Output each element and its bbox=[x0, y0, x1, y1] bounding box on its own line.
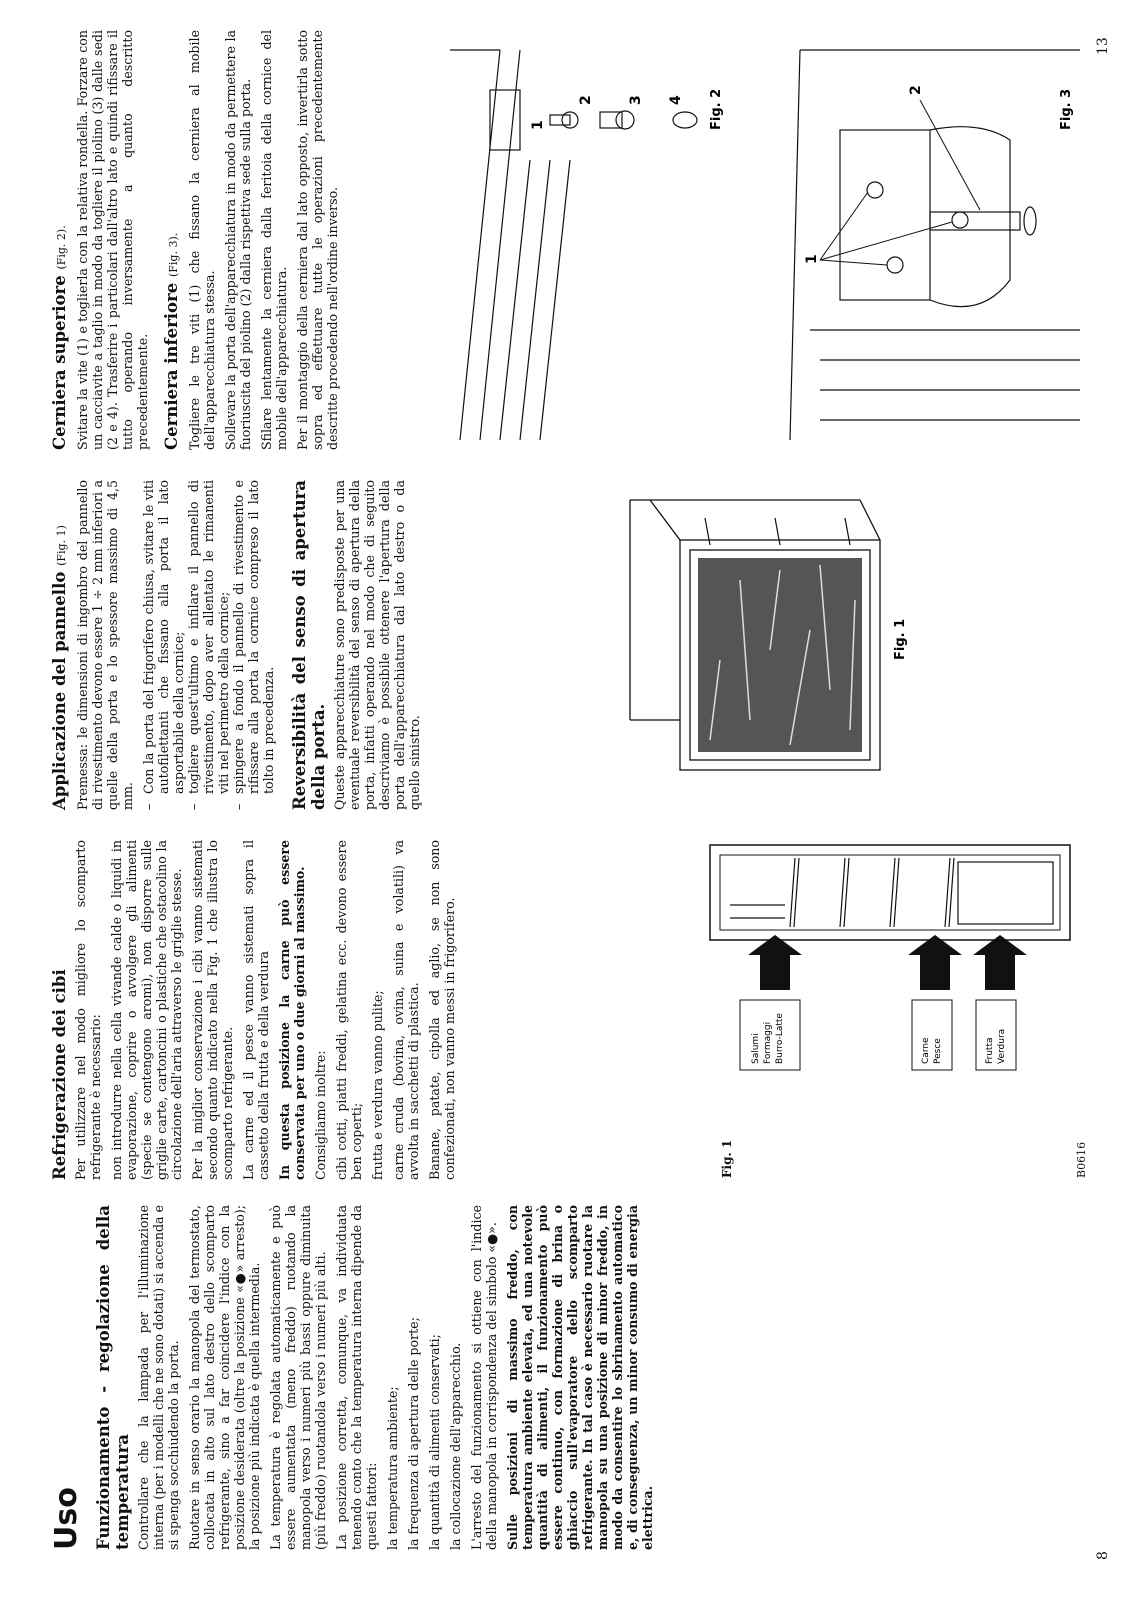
heading-refrigerazione: Refrigerazione dei cibi bbox=[50, 969, 69, 1180]
column-uso bbox=[50, 1205, 661, 1550]
list-item: – Con la porta del frigorifero chiusa, svitare le viti autofilettanti che fissano alla porta il lato asportabile della cornice; bbox=[141, 480, 186, 810]
warning-paragraph: Sulle posizioni di massimo freddo, con temperatura ambiente elevata, ed una notevole quantità di alimenti, il funzionamento può essere continuo, con formazione di brina o ghiaccio sull'evaporatore dello scomparto refrigerante. In tal caso è necessario ruotare la manopola su una posizione di minor freddo, in modo da consentire lo sbrinamento automatico e, di conseguenza, un minor consumo di energia elettrica. bbox=[505, 1205, 655, 1550]
fig2-upper-hinge-illustration bbox=[440, 30, 730, 450]
fig1-left-code: B0616 bbox=[1075, 1141, 1088, 1178]
paragraph: Sfilare lentamente la cerniera dalla feritoia della cornice del mobile dell'apparecchiatura. bbox=[259, 30, 289, 450]
column-cerniere bbox=[50, 30, 346, 450]
paragraph: La carne ed il pesce vanno sistemati sopra il cassetto della frutta e della verdura bbox=[241, 840, 271, 1180]
list-item: – spingere a fondo il pannello di rivestimento e rifissare alla porta la cornice compreso il lato tolto in precedenza. bbox=[231, 480, 276, 810]
paragraph: Consigliamo inoltre: bbox=[313, 1050, 328, 1180]
heading-funzionamento: Funzionamento - regolazione della temperatura bbox=[94, 1205, 132, 1550]
fig2-callout-2: 2 bbox=[578, 95, 594, 105]
factor-item: la temperatura ambiente; bbox=[385, 1386, 400, 1550]
factor-item: la collocazione dell'apparecchio. bbox=[448, 1342, 463, 1550]
fig1-left-caption: Fig. 1 bbox=[720, 1139, 734, 1178]
fig3-lower-hinge-illustration bbox=[780, 30, 1080, 450]
paragraph: L'arresto del funzionamento si ottiene con l'indice della manopola in corrispondenza del simbolo «●». bbox=[469, 1205, 499, 1550]
column-refrigerazione bbox=[50, 840, 463, 1180]
paragraph: cibi cotti, piatti freddi, gelatina ecc. devono essere ben coperti; bbox=[334, 840, 364, 1180]
fig2-caption: Fig. 2 bbox=[709, 88, 724, 130]
column-applicazione bbox=[50, 480, 428, 810]
heading-cerniera-superiore: Cerniera superiore (Fig. 2). bbox=[50, 225, 69, 450]
label-formaggi: Formaggi bbox=[763, 1021, 773, 1064]
paragraph: frutta e verdura vanno pulite; bbox=[370, 990, 385, 1180]
fig2-callout-1: 1 bbox=[530, 120, 546, 130]
fig2-callout-3: 3 bbox=[628, 95, 644, 105]
paragraph: Per il montaggio della cerniera dal lato opposto, invertirla sotto sopra ed effettuare tutte le operazioni precedentemente descritte procedendo nell'ordine inverso. bbox=[295, 30, 340, 450]
paragraph: La posizione corretta, comunque, va individuata tenendo conto che la temperatura interna dipende da questi fattori: bbox=[334, 1205, 379, 1550]
paragraph: Controllare che la lampada per l'illuminazione interna (per i modelli che ne sono dotati) si accenda e si spenga socchiudendo la porta. bbox=[136, 1205, 181, 1550]
label-pesce: Pesce bbox=[933, 1038, 943, 1064]
fig3-callout-2: 2 bbox=[908, 85, 924, 95]
steps-list bbox=[141, 480, 276, 810]
label-frutta: Frutta bbox=[985, 1037, 995, 1064]
paragraph: Banane, patate, cipolla ed aglio, se non sono confezionati, non vanno messi in frigorifero. bbox=[427, 840, 457, 1180]
page-number-right: 13 bbox=[1095, 37, 1111, 55]
paragraph: Queste apparecchiature sono predisposte per una eventuale reversibilità del senso di apertura della porta, infatti operando nel modo che di seguito descriviamo è possibile ottenere l'apertura della porta dell'apparecchiatura dal lato destro o da quello sinistro. bbox=[332, 480, 422, 810]
factor-item: la frequenza di apertura delle porte; bbox=[406, 1317, 421, 1550]
label-carne: Carne bbox=[921, 1037, 931, 1064]
label-burro-latte: Burro-Latte bbox=[775, 1013, 785, 1064]
paragraph: Sollevare la porta dell'apparecchiatura in modo da permettere la fuoriuscita del piolino (2) dalla rispettiva sede sulla porta. bbox=[223, 30, 253, 450]
fig1-fridge-illustration bbox=[700, 840, 1080, 1130]
paragraph: Per la miglior conservazione i cibi vanno sistemati secondo quanto indicato nella Fig. 1 che illustra lo scomparto refrigerante. bbox=[190, 840, 235, 1180]
page-number-left: 8 bbox=[1095, 1551, 1111, 1560]
paragraph: Svitare la vite (1) e toglierla con la relativa rondella. Forzare con un cacciavite a taglio in modo da togliere il piolino (3) dalle sedi (2 e 4). Trasferire i particolari dall'altro lato e quindi rifissare il tutto operando inversamente a quanto descritto precedentemente. bbox=[75, 30, 150, 450]
paragraph: non introdurre nella cella vivande calde o liquidi in evaporazione, coprire o avvolgere gli alimenti (specie se contengono aromi), non disporre sulle griglie carte, cartoncini o plastiche che ostacolino la circolazione dell'aria attraverso le griglie stesse. bbox=[109, 840, 184, 1180]
list-item: – togliere quest'ultimo e infilare il pannello di rivestimento, dopo aver allentato le rimanenti viti nel perimetro della cornice; bbox=[186, 480, 231, 810]
fig3-callout-1: 1 bbox=[804, 254, 820, 264]
fig3-caption: Fig. 3 bbox=[1059, 88, 1074, 130]
heading-applicazione: Applicazione del pannello (Fig. 1) bbox=[50, 525, 69, 810]
paragraph: carne cruda (bovina, ovina, suina e volatili) va avvolta in sacchetti di plastica. bbox=[391, 840, 421, 1180]
label-verdura: Verdura bbox=[997, 1028, 1007, 1064]
fig1-panel-illustration bbox=[620, 490, 910, 780]
factor-item: la quantità di alimenti conservati; bbox=[427, 1334, 442, 1550]
fig1-right-caption: Fig. 1 bbox=[893, 618, 908, 660]
paragraph: Togliere le tre viti (1) che fissano la cerniera al mobile dell'apparecchiatura stessa. bbox=[187, 30, 217, 450]
label-salumi: Salumi bbox=[751, 1033, 761, 1064]
bold-paragraph: In questa posizione la carne può essere conservata per uno o due giorni al massimo. bbox=[277, 840, 307, 1180]
section-title-uso: Uso bbox=[49, 1487, 84, 1550]
paragraph: Premessa: le dimensioni di ingombro del pannello di rivestimento devono essere 1 ÷ 2 mm inferiori a quelle della porta e lo spessore massimo di 4,5 mm. bbox=[75, 480, 135, 810]
fig2-callout-4: 4 bbox=[668, 95, 684, 105]
paragraph: La temperatura è regolata automaticamente e può essere aumentata (meno freddo) ruotando la manopola verso i numeri più bassi oppure diminuita (più freddo) ruotandola verso i numeri più alti. bbox=[268, 1205, 328, 1550]
heading-cerniera-inferiore: Cerniera inferiore (Fig. 3). bbox=[162, 232, 181, 450]
paragraph: Per utilizzare nel modo migliore lo scomparto refrigerante è necessario: bbox=[73, 840, 103, 1180]
paragraph: Ruotare in senso orario la manopola del termostato, collocata in alto sul lato destro dello scomparto refrigerante, sino a far coincidere l'indice con la posizione desiderata (oltre la posizione «●» arresto); la posizione più indicata è quella intermedia. bbox=[187, 1205, 262, 1550]
heading-reversibilita: Reversibilità del senso di apertura della porta. bbox=[290, 480, 328, 810]
